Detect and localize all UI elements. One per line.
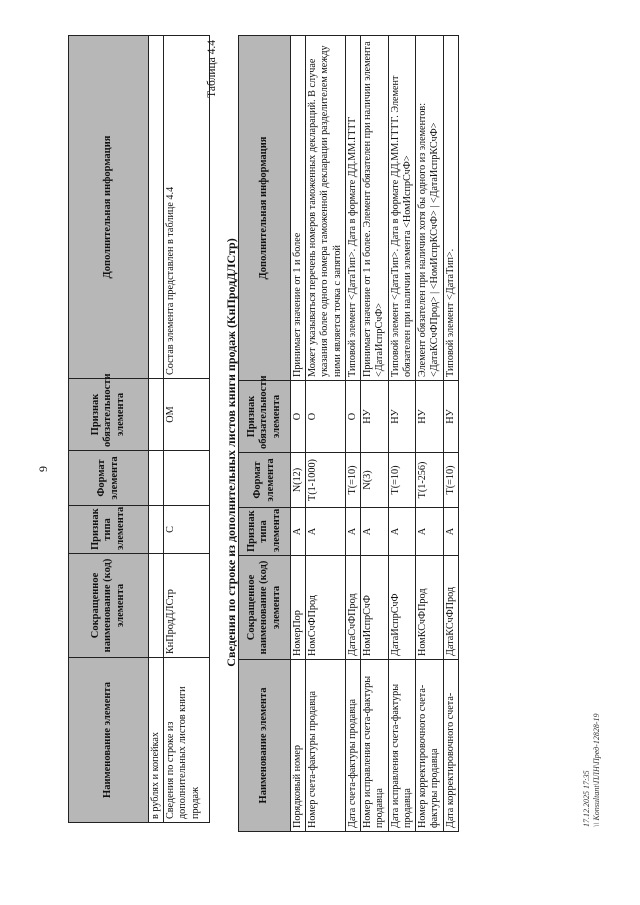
- cell-name: Дата исправления счета-фактуры продавца: [388, 660, 415, 832]
- header-type: Признак типа элемента: [69, 506, 149, 554]
- cell-format: [149, 451, 164, 506]
- table-row: [388, 36, 415, 832]
- cell-type: А: [416, 508, 443, 556]
- cell-code: ДатаИспрСчФ: [388, 556, 415, 660]
- header-info: Дополнительная информация: [239, 36, 291, 381]
- cell-type: А: [388, 508, 415, 556]
- cell-type: А: [306, 508, 346, 556]
- cell-format: T(=10): [388, 453, 415, 508]
- elements-table-continued: [68, 35, 210, 823]
- cell-required: О: [291, 381, 306, 453]
- cell-code: [149, 554, 164, 658]
- cell-format: T(1-1000): [306, 453, 346, 508]
- header-required: Признак обязательности элемента: [239, 381, 291, 453]
- table-row: [416, 36, 443, 832]
- header-type: Признак типа элемента: [239, 508, 291, 556]
- cell-name: Сведения по строке из дополнительных листов книги продаж: [164, 658, 210, 823]
- header-required: Признак обязательности элемента: [69, 379, 149, 451]
- cell-code: ДатаСчФПрод: [345, 556, 360, 660]
- table-header-row: [69, 36, 149, 823]
- cell-name: Номер счета-фактуры продавца: [306, 660, 346, 832]
- cell-type: А: [291, 508, 306, 556]
- header-format: Формат элемента: [69, 451, 149, 506]
- cell-format: N(3): [361, 453, 388, 508]
- table-row: [291, 36, 306, 832]
- cell-name: Номер корректировочного счета-фактуры продавца: [416, 660, 443, 832]
- page-number: 9: [36, 466, 50, 472]
- cell-name: в рублях и копейках: [149, 658, 164, 823]
- cell-format: [164, 451, 210, 506]
- cell-name: Дата корректировочного счета-: [443, 660, 458, 832]
- cell-info: [149, 36, 164, 379]
- cell-format: T(1-256): [416, 453, 443, 508]
- elements-table: [238, 35, 459, 832]
- cell-required: НУ: [361, 381, 388, 453]
- section-title: Сведения по строке из дополнительных листов книги продаж (КнПродДЛСтр): [224, 238, 238, 667]
- cell-type: [149, 506, 164, 554]
- cell-required: НУ: [416, 381, 443, 453]
- cell-format: T(=10): [443, 453, 458, 508]
- table-row: [306, 36, 346, 832]
- cell-name: Порядковый номер: [291, 660, 306, 832]
- cell-code: НомерПор: [291, 556, 306, 660]
- cell-info: Типовой элемент <ДатаТип>.: [443, 36, 458, 381]
- cell-type: А: [345, 508, 360, 556]
- table-row: [164, 36, 210, 823]
- cell-required: НУ: [388, 381, 415, 453]
- cell-info: Принимает значение от 1 и более: [291, 36, 306, 381]
- header-name: Наименование элемента: [239, 660, 291, 832]
- table-row: [149, 36, 164, 823]
- cell-code: ДатаКСчФПрод: [443, 556, 458, 660]
- document-footer: [582, 714, 603, 827]
- cell-info: Элемент обязателен при наличии хотя бы одного из элементов: <ДатаКСчФПрод> | <НомИспрКСчФ> | <ДатаИспрКСчФ>: [416, 36, 443, 381]
- header-format: Формат элемента: [239, 453, 291, 508]
- header-code: Сокращенное наименование (код) элемента: [69, 554, 149, 658]
- cell-code: НомИспрСчФ: [361, 556, 388, 660]
- cell-code: НомКСчФПрод: [416, 556, 443, 660]
- cell-type: А: [361, 508, 388, 556]
- table-header-row: [239, 36, 291, 832]
- cell-info: Типовой элемент <ДатаТип>. Дата в формате ДД.ММ.ГГГГ. Элемент обязателен при наличии элемента <НомИспрСчФ>: [388, 36, 415, 381]
- cell-name: Номер исправления счета-фактуры продавца: [361, 660, 388, 832]
- header-info: Дополнительная информация: [69, 36, 149, 379]
- footer-timestamp: 17.12.2025 17:35: [582, 770, 591, 827]
- table-row: [443, 36, 458, 832]
- cell-info: Может указываться перечень номеров таможенных деклараций. В случае указания более одного номера таможенной декларации разделителем между ними является точка с запятой: [306, 36, 346, 381]
- table-row: [361, 36, 388, 832]
- cell-type: А: [443, 508, 458, 556]
- footer-path: \\ Konsultant\ПЛН\Пред-12828-19: [592, 713, 602, 827]
- header-code: Сокращенное наименование (код) элемента: [239, 556, 291, 660]
- cell-format: N(12): [291, 453, 306, 508]
- cell-format: T(=10): [345, 453, 360, 508]
- header-name: Наименование элемента: [69, 658, 149, 823]
- cell-code: КнПродДЛСтр: [164, 554, 210, 658]
- cell-required: О: [345, 381, 360, 453]
- table-caption: Таблица 4.4: [206, 40, 218, 98]
- cell-required: ОМ: [164, 379, 210, 451]
- cell-name: Дата счета-фактуры продавца: [345, 660, 360, 832]
- cell-required: О: [306, 381, 346, 453]
- cell-required: [149, 379, 164, 451]
- cell-code: НомСчФПрод: [306, 556, 346, 660]
- cell-info: Типовой элемент <ДатаТип>. Дата в формате ДД.ММ.ГГГГ: [345, 36, 360, 381]
- cell-type: С: [164, 506, 210, 554]
- cell-required: НУ: [443, 381, 458, 453]
- cell-info: Принимает значение от 1 и более. Элемент обязателен при наличии элемента <ДатаИспрСчФ>: [361, 36, 388, 381]
- table-row: [345, 36, 360, 832]
- cell-info: Состав элемента представлен в таблице 4.4: [164, 36, 210, 379]
